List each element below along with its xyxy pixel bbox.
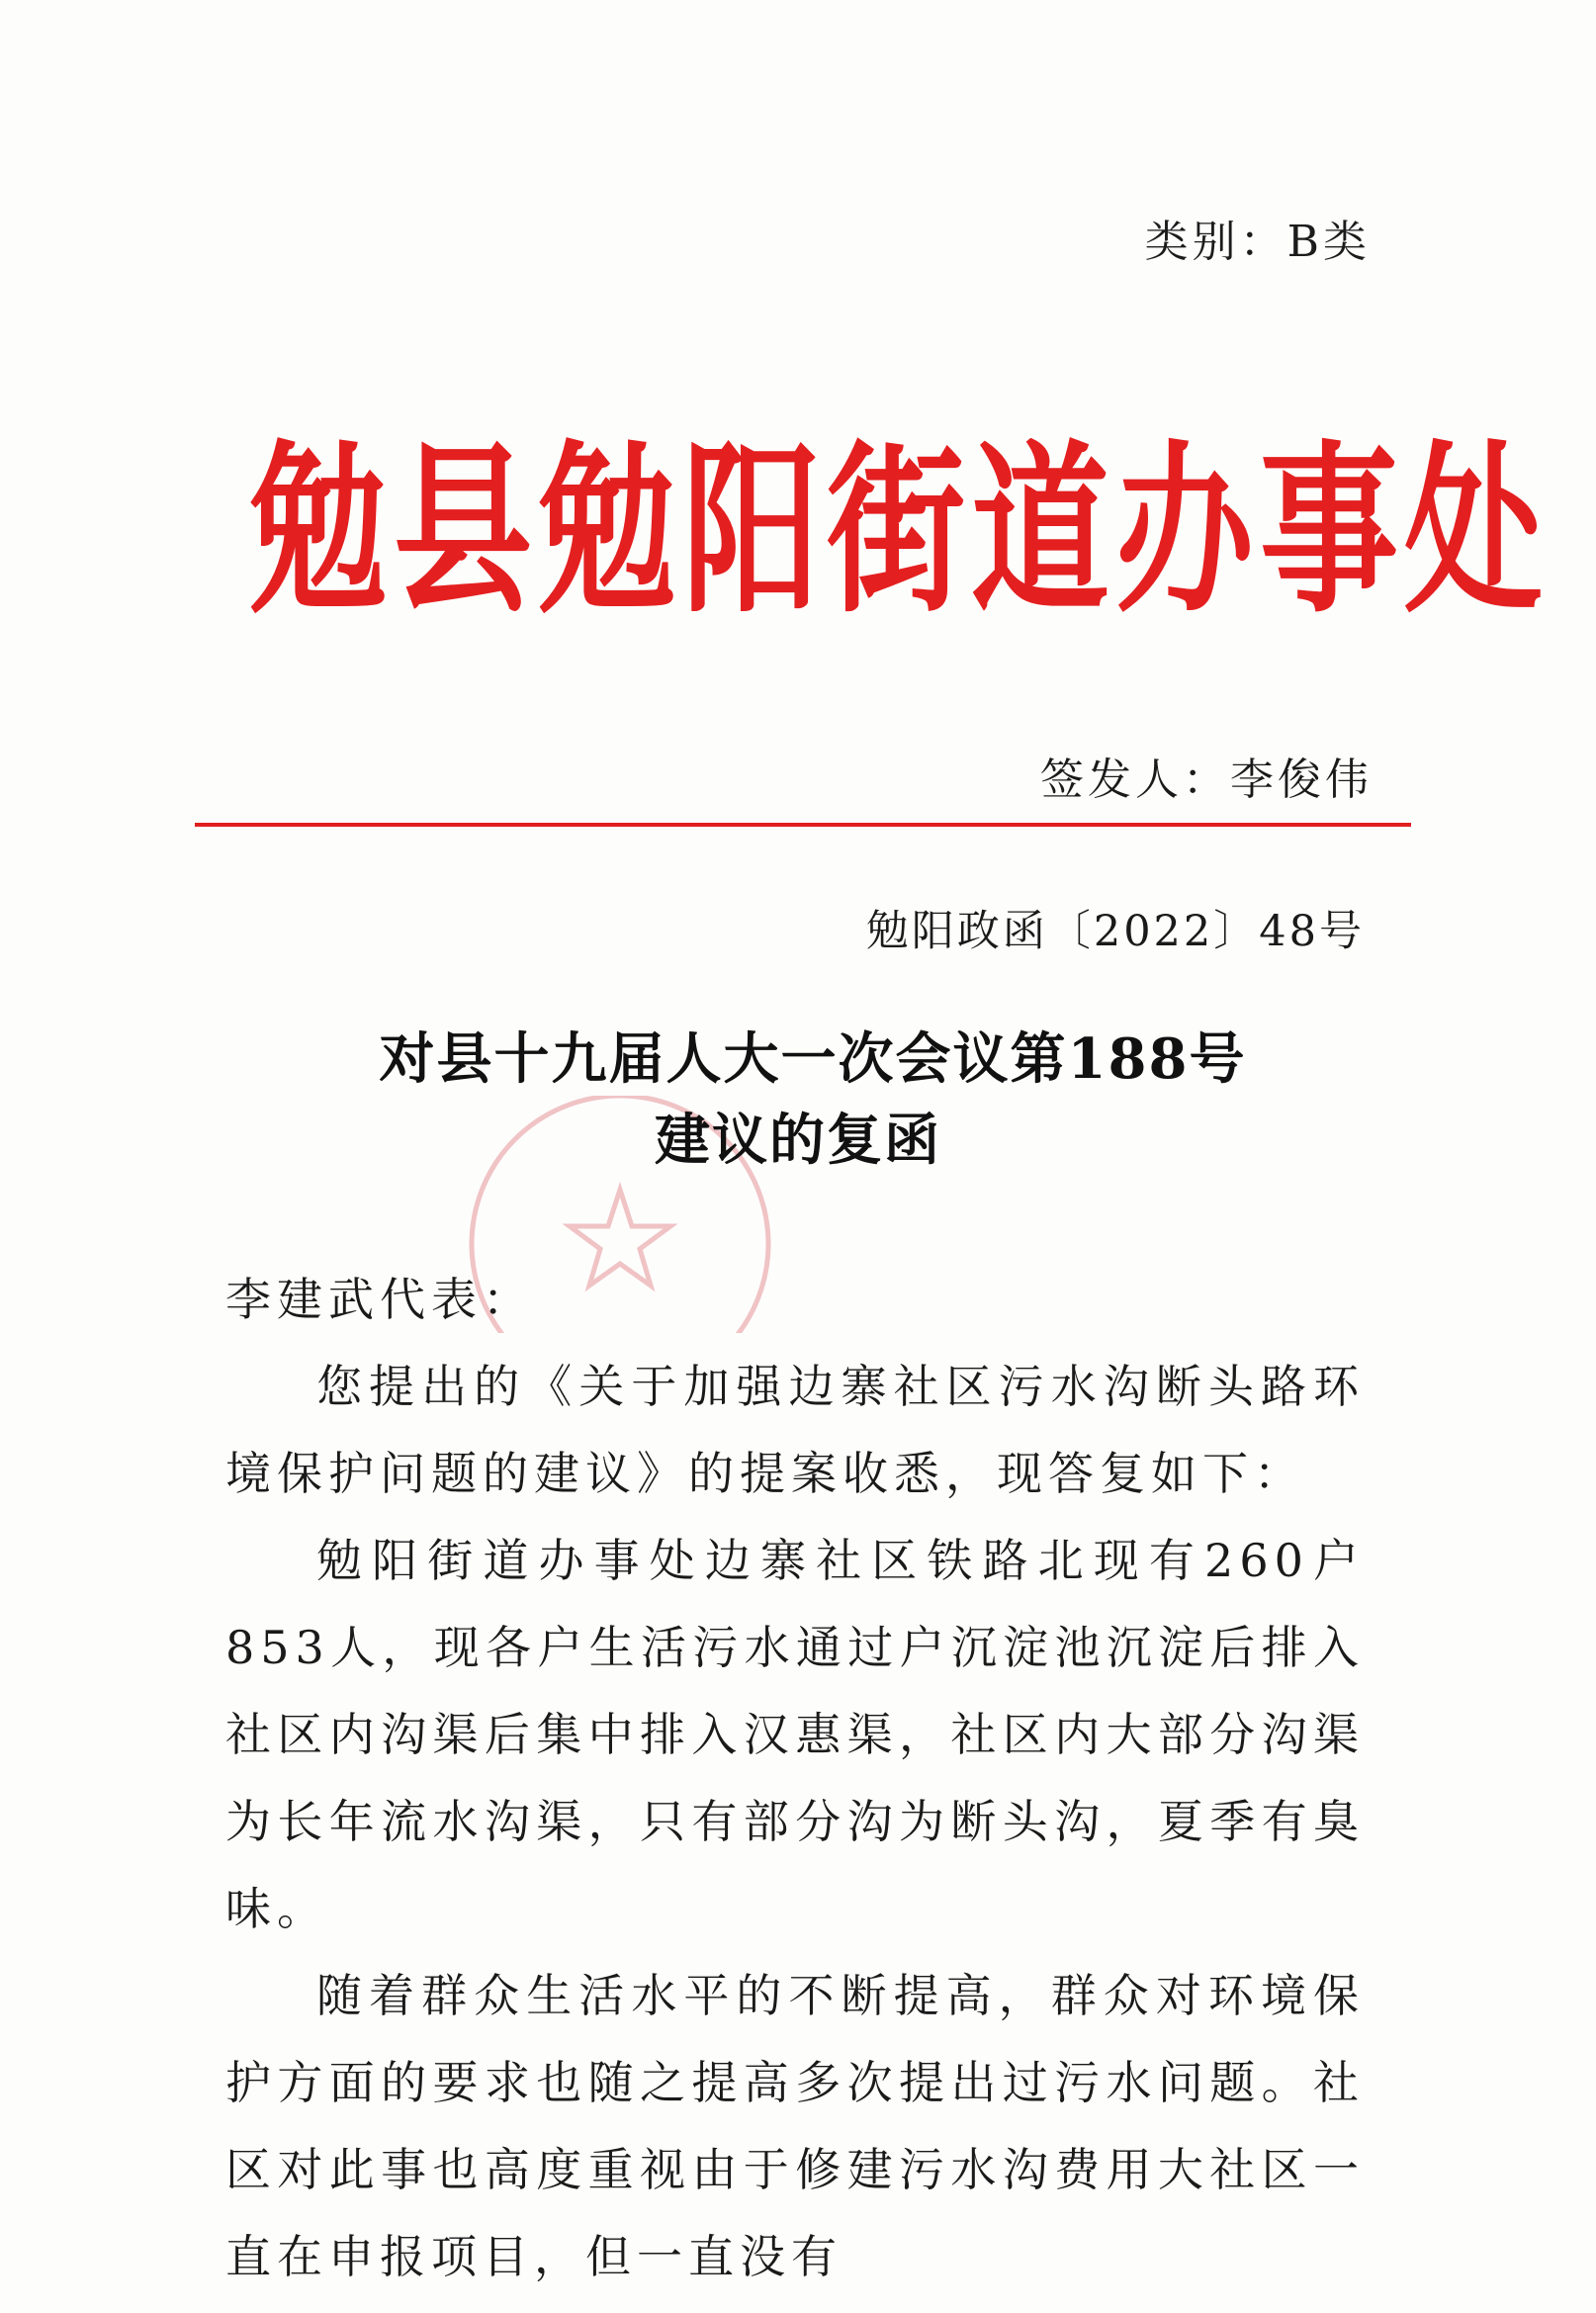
document-title-line-1: 对县十九届人大一次会议第188号 — [379, 1026, 1247, 1092]
signer-label: 签发人：李俊伟 — [1040, 755, 1373, 805]
document-title — [0, 1019, 1596, 1181]
salutation: 李建武代表： — [225, 1273, 534, 1326]
document-number: 勉阳政函〔2022〕48号 — [865, 907, 1365, 956]
letter-body — [225, 1256, 1365, 2300]
paragraph-1: 您提出的《关于加强边寨社区污水沟断头路环境保护问题的建议》的提案收悉，现答复如下： — [225, 1360, 1365, 1500]
paragraph-3: 随着群众生活水平的不断提高，群众对环境保护方面的要求也随之提高多次提出过污水问题。社区对此事也高度重视由于修建污水沟费用大社区一直在申报项目，但一直没有 — [225, 1969, 1365, 2283]
organization-title: 勉县勉阳街道办事处 — [249, 425, 1550, 639]
document-title-line-2: 建议的复函 — [655, 1108, 941, 1173]
red-divider — [195, 823, 1411, 827]
category-label: 类别：B类 — [1144, 217, 1371, 267]
paragraph-2: 勉阳街道办事处边寨社区铁路北现有260户853人，现各户生活污水通过户沉淀池沉淀后排入社区内沟渠后集中排入汉惠渠，社区内大部分沟渠为长年流水沟渠，只有部分沟为断头沟，夏季有臭味。 — [225, 1534, 1365, 1935]
